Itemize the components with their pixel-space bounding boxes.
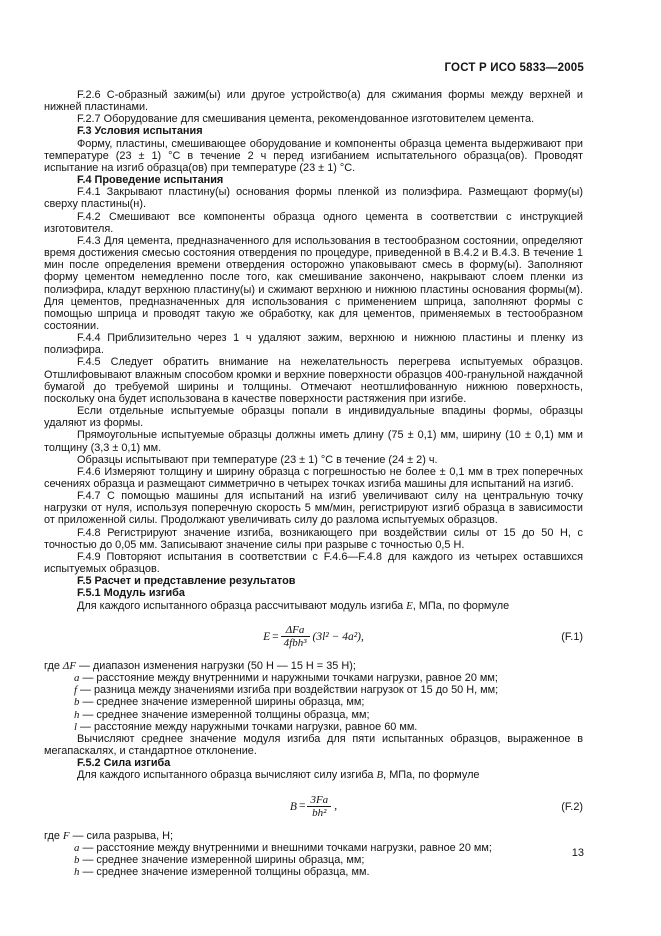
variable-E: E: [406, 599, 413, 612]
equals-sign: =: [298, 800, 306, 813]
variable-B: B: [376, 769, 384, 782]
var-description: — среднее значение измеренной толщины образца, мм.: [79, 866, 370, 879]
var-def-b2: [44, 854, 583, 866]
variable-a: a: [74, 672, 80, 685]
document-content: [44, 89, 583, 878]
variable-a: a: [74, 842, 80, 854]
fraction-denominator: bh²: [312, 807, 327, 820]
paragraph-f4-9: F.4.9 Повторяют испытания в соответствии с F.4.6—F.4.8 для каждого из четырех оставшихся испытуемых образцов.: [44, 550, 583, 576]
intro-text-after: , МПа, по формуле: [412, 599, 510, 612]
paragraph-f4-2: F.4.2 Смешивают все компоненты образца одного цемента в соответствии с инструкцией изготовителя.: [44, 210, 583, 235]
var-def-h2: [44, 866, 583, 878]
formula-f2: [44, 794, 583, 820]
page-number: 13: [571, 847, 584, 859]
variable-f: f: [74, 684, 78, 697]
formula-f2-comma: ,: [334, 800, 338, 813]
formula-f2-lhs: B: [289, 800, 297, 813]
paragraph-f4-1: F.4.1 Закрывают пластину(ы) основания формы пленкой из полиэфира. Размещают форму(ы) сверху пластины(н).: [44, 186, 583, 211]
equals-sign: =: [272, 630, 279, 643]
var-def-b: [44, 696, 583, 708]
paragraph-f2-6: F.2.6 С-образный зажим(ы) или другое устройство(а) для сжимания формы между верхней и нижней пластинами.: [44, 89, 583, 114]
paragraph-f5-1-intro: [44, 600, 583, 612]
var-description: — среднее значение измеренной толщины образца, мм;: [79, 708, 370, 721]
formula-f2-expression: [290, 794, 337, 820]
heading-f4: F.4 Проведение испытания: [77, 174, 224, 187]
var-description: — расстояние между внутренними и внешними точками нагрузки, равное 20 мм;: [79, 842, 492, 854]
var-lead: где: [44, 660, 63, 672]
intro-text: Для каждого испытанного образца рассчитывают модуль изгиба: [77, 599, 407, 612]
paragraph-f3-conditions: Форму, пластины, смешивающее оборудование и компоненты образца цемента выдерживают при температуре (23 ± 1) °С в течение 2 ч перед изгибанием испытательного образца(ов). Проводят испытание на изгиб образца(ов) при температуре (23 ± 1) °С.: [44, 137, 583, 174]
intro-text: Для каждого испытанного образца вычисляют силу изгиба: [77, 769, 377, 782]
heading-f5-2: F.5.2 Сила изгиба: [77, 757, 171, 770]
fraction-numerator: 3Fa: [307, 794, 331, 808]
heading-f5-1: F.5.1 Модуль изгиба: [77, 587, 185, 600]
heading-f5: F.5 Расчет и представление результатов: [77, 575, 296, 588]
variable-deltaF: ΔF: [62, 660, 76, 672]
paragraph-f5-2-intro: [44, 769, 583, 781]
paragraph-f4-8: F.4.8 Регистрируют значение изгиба, возникающего при воздействии силы от 15 до 50 Н, с точностью до 0,05 мм. Записывают значение силы при разрыве с точностью 0,5 Н.: [44, 526, 583, 551]
paragraph-f4-7: F.4.7 С помощью машины для испытаний на изгиб увеличивают силу на центральную точку нагрузки от нуля, используя поперечную скорость 5 мм/мин, регистрируют изгиб образца в зависимости от приложенной силы. Продолжают увеличивать силу до разлома испытуемых образцов.: [44, 490, 583, 527]
variable-b: b: [74, 696, 80, 709]
paragraph-f4-3: F.4.3 Для цемента, предназначенного для использования в тестообразном состоянии, определяют время достижения смесью состояния отвердения по процедуре, приведенной в В.4.2 и В.4.3. В течение 1 мин после определения времени отвердения осторожно упаковывают смесь в форму(ы). Заполняют форму цементом немедленно после того, как смешивание закончено, накрывают слоем пленки из полиэфира, кладут верхнюю пластину(ы) и сжимают верхнюю и нижнюю пластины основания формы(м). Для цементов, предназначенных для использования с применением шприца, заполняют формы с помощью шприца и проводят такую же обработку, как для цементов, применяемых в тестообразном состоянии.: [44, 234, 583, 332]
variable-l: l: [74, 720, 78, 733]
paragraph-f4-4: F.4.4 Приблизительно через 1 ч удаляют зажим, верхнюю и нижнюю пластины и пленку из полиэфира.: [44, 332, 583, 357]
fraction-denominator: 4fbh³: [283, 637, 307, 650]
fraction: [307, 794, 331, 820]
var-description: — среднее значение измеренной ширины образца, мм;: [79, 854, 365, 867]
var-def-deltaF: [44, 660, 583, 672]
paragraph-f4-5-dimensions: Прямоугольные испытуемые образцы должны иметь длину (75 ± 0,1) мм, ширину (10 ± 0,1) мм и толщину (3,3 ± 0,1) мм.: [44, 429, 583, 454]
var-def-f: [44, 684, 583, 696]
intro-text-after: , МПа, по формуле: [383, 769, 480, 782]
variable-F: F: [62, 829, 70, 842]
fraction: [281, 624, 310, 650]
document-standard-header: ГОСТ Р ИСО 5833—2005: [444, 62, 584, 74]
formula-f1-lhs: E: [263, 630, 271, 643]
formula-f1: [44, 624, 583, 650]
var-lead: где: [44, 829, 63, 842]
formula-f2-number: (F.2): [561, 800, 583, 813]
paragraph-f4-5: F.4.5 Следует обратить внимание на нежелательность перегрева испытуемых образцов. Отшлифовывают влажным способом кромки и верхние поверхности образцов 400-гранульной наждачной бумагой до требуемой ширины и толщины. Отмечают неотшлифованную нижнюю поверхность, поскольку она будет использована в качестве поверхности растяжения при изгибе.: [44, 356, 583, 405]
var-def-F: [44, 830, 583, 842]
var-description: — расстояние между внутренними и наружными точками нагрузки, равное 20 мм;: [79, 672, 498, 685]
var-def-a: [44, 672, 583, 684]
paragraph-f4-5-temperature: Образцы испытывают при температуре (23 ± 1) °С в течение (24 ± 2) ч.: [77, 453, 438, 466]
var-description: — сила разрыва, Н;: [69, 829, 174, 842]
variable-b: b: [74, 854, 80, 867]
formula-f1-number: (F.1): [561, 630, 583, 643]
var-def-l: [44, 721, 583, 733]
formula-f1-expression: [263, 624, 364, 650]
formula-f1-factor: (3l² − 4a²),: [312, 630, 364, 643]
paragraph-f2-7: F.2.7 Оборудование для смешивания цемента, рекомендованное изготовителем цемента.: [77, 113, 535, 126]
var-description: — среднее значение измеренной ширины образца, мм;: [79, 696, 365, 709]
paragraph-f4-6: F.4.6 Измеряют толщину и ширину образца с погрешностью не более ± 0,1 мм в трех поперечных сечениях образца и размещают симметрично в четырех точках изгиба машины для испытаний на изгиб.: [44, 465, 583, 490]
var-description: — разница между значениями изгиба при воздействии нагрузок от 15 до 50 Н, мм;: [77, 684, 499, 697]
var-description: — расстояние между наружными точками нагрузки, равное 60 мм.: [77, 720, 418, 733]
variable-h: h: [74, 866, 80, 879]
heading-f3: F.3 Условия испытания: [77, 125, 203, 138]
paragraph-f4-5-note1: Если отдельные испытуемые образцы попали в индивидуальные впадины формы, образцы удаляют из формы.: [44, 405, 583, 430]
var-def-a2: [44, 842, 583, 854]
variable-h: h: [74, 708, 80, 721]
fraction-numerator: ΔFa: [281, 624, 310, 638]
paragraph-f5-1-outro: Вычисляют среднее значение модуля изгиба для пяти испытанных образцов, выраженное в мегапаскалях, и стандартное отклонение.: [44, 732, 583, 758]
var-description: — диапазон изменения нагрузки (50 Н — 15 Н = 35 Н);: [75, 660, 356, 672]
var-def-h: [44, 709, 583, 721]
